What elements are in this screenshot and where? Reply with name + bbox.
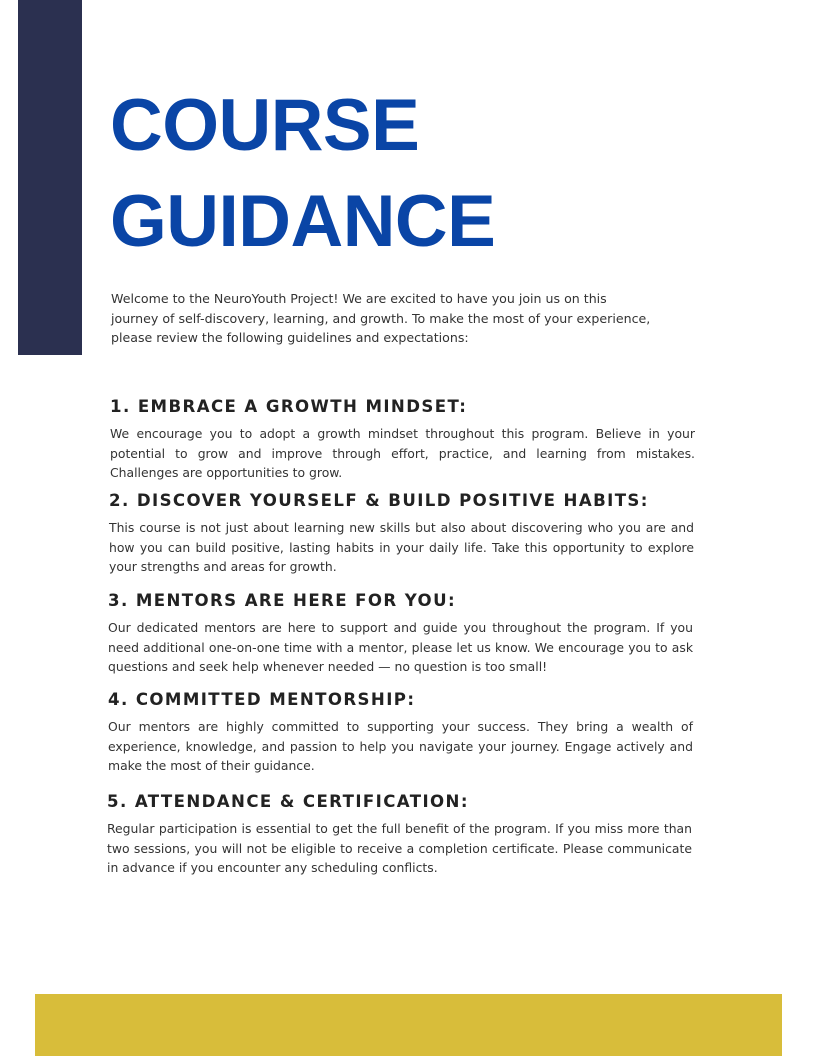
section-heading: 3. MENTORS ARE HERE FOR YOU:	[108, 591, 456, 610]
section-body: We encourage you to adopt a growth mindset throughout this program. Believe in your potential to grow and improve through effort, practice, and learning from mistakes. Challenges are opportunities to grow.	[110, 426, 695, 481]
guideline-section-committed-mentorship	[108, 689, 693, 776]
footer-accent-bar	[35, 994, 782, 1056]
side-accent-bar	[18, 0, 82, 355]
guideline-section-mentors	[108, 590, 693, 677]
page-title-line-2: GUIDANCE	[110, 181, 496, 262]
section-body: Our mentors are highly committed to supporting your success. They bring a wealth of experience, knowledge, and passion to help you navigate your journey. Engage actively and make the most of their guidance.	[108, 719, 693, 774]
guideline-section-growth-mindset	[110, 396, 695, 483]
section-heading: 5. ATTENDANCE & CERTIFICATION:	[107, 792, 469, 811]
intro-paragraph: Welcome to the NeuroYouth Project! We are excited to have you join us on this journey of self-discovery, learning, and growth. To make the most of your experience, please review the following guidelines and expectations:	[111, 291, 651, 345]
section-heading: 1. EMBRACE A GROWTH MINDSET:	[110, 397, 468, 416]
section-body: Our dedicated mentors are here to support and guide you throughout the program. If you need additional one-on-one time with a mentor, please let us know. We encourage you to ask questions and seek help whenever needed — no question is too small!	[108, 620, 693, 675]
guideline-section-discover-yourself	[109, 490, 694, 577]
section-heading: 4. COMMITTED MENTORSHIP:	[108, 690, 416, 709]
section-body: This course is not just about learning new skills but also about discovering who you are and how you can build positive, lasting habits in your daily life. Take this opportunity to explore your strengths and areas for growth.	[109, 520, 694, 575]
page-title	[110, 78, 495, 270]
page-title-line-1: COURSE	[110, 85, 420, 166]
section-heading: 2. DISCOVER YOURSELF & BUILD POSITIVE HABITS:	[109, 491, 649, 510]
guideline-section-attendance	[107, 791, 692, 878]
section-body: Regular participation is essential to get the full benefit of the program. If you miss more than two sessions, you will not be eligible to receive a completion certificate. Please communicate in advance if you encounter any scheduling conflicts.	[107, 821, 692, 876]
